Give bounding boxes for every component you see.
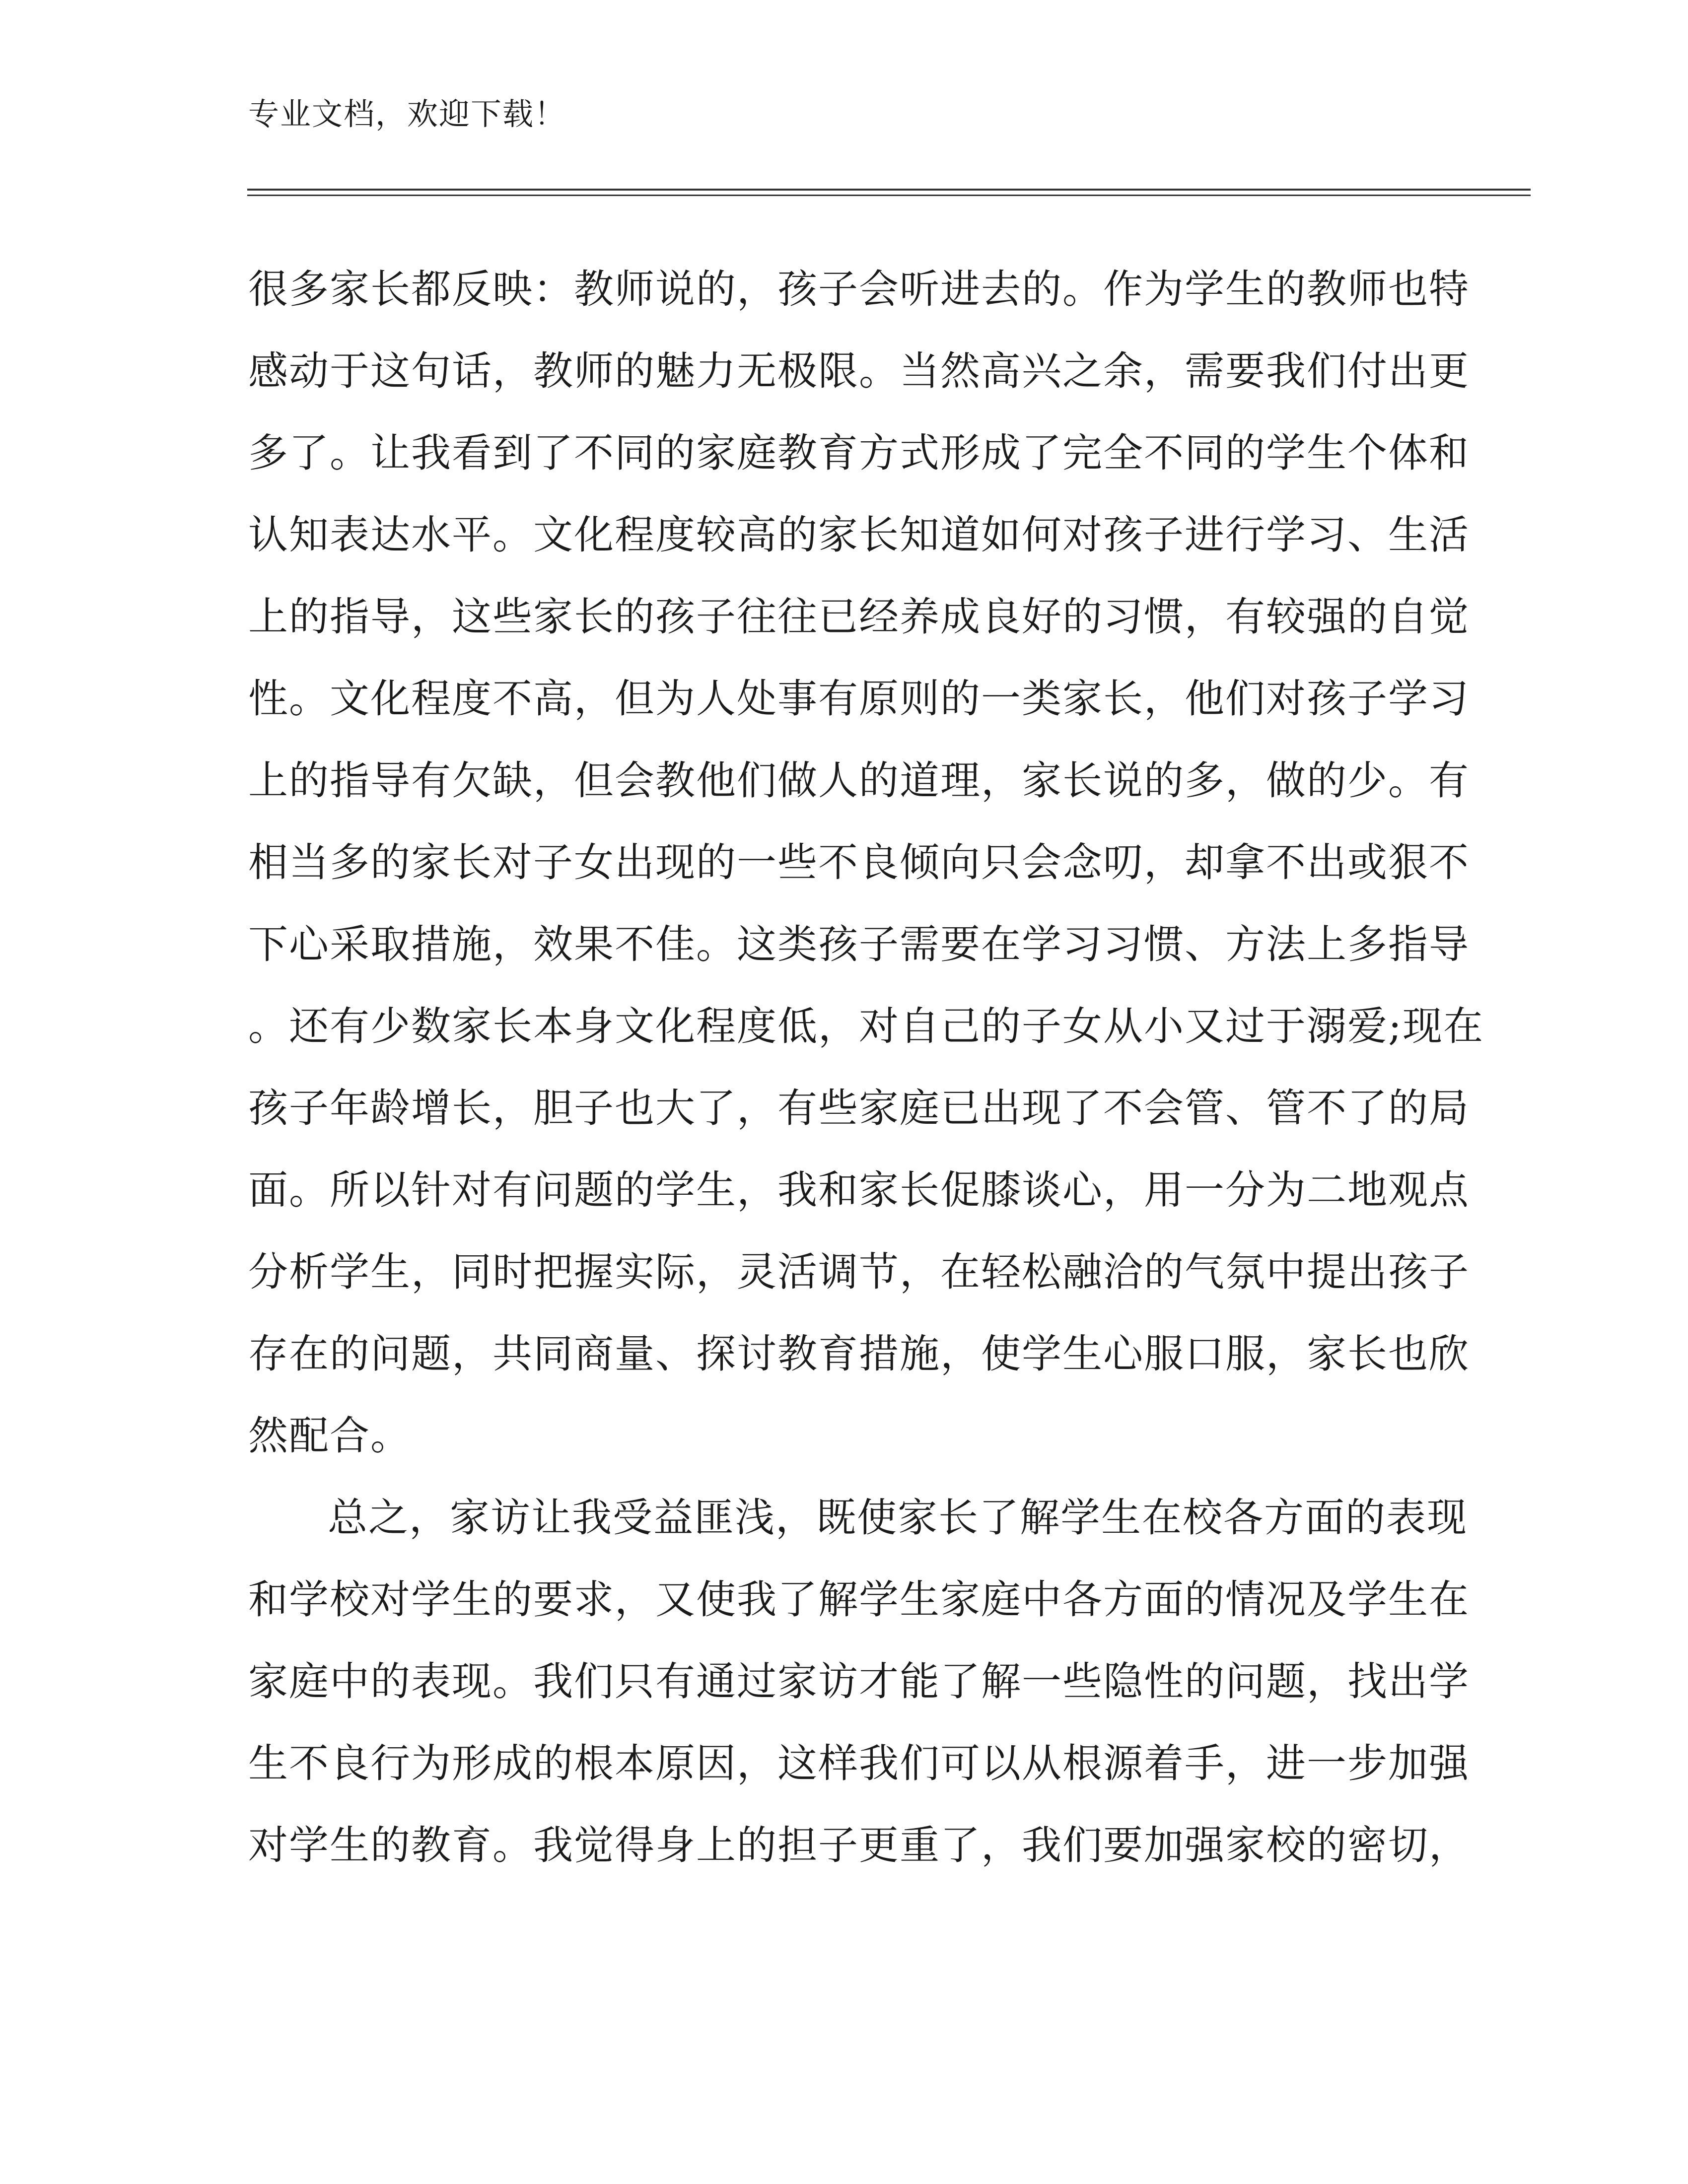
- text-line: 家庭中的表现。我们只有通过家访才能了解一些隐性的问题，找出学: [248, 1658, 1470, 1705]
- document-body: [248, 248, 1484, 1886]
- paragraph-1: [248, 248, 1484, 1477]
- text-line: 然配合。: [248, 1413, 411, 1459]
- page-header-text: 专业文档，欢迎下载！: [248, 96, 566, 132]
- text-line: 上的指导有欠缺，但会教他们做人的道理，家长说的多，做的少。有: [248, 757, 1470, 804]
- text-line: 。还有少数家长本身文化程度低，对自己的子女从小又过于溺爱;现在: [248, 1003, 1484, 1049]
- paragraph-2: [248, 1477, 1470, 1886]
- text-line: 孩子年龄增长，胆子也大了，有些家庭已出现了不会管、管不了的局: [248, 1085, 1470, 1131]
- text-line: 认知表达水平。文化程度较高的家长知道如何对孩子进行学习、生活: [248, 512, 1470, 558]
- text-line: 下心采取措施，效果不佳。这类孩子需要在学习习惯、方法上多指导: [248, 921, 1470, 967]
- text-line: 性。文化程度不高，但为人处事有原则的一类家长，他们对孩子学习: [248, 676, 1470, 722]
- text-line: 和学校对学生的要求，又使我了解学生家庭中各方面的情况及学生在: [248, 1576, 1470, 1623]
- text-line: 生不良行为形成的根本原因，这样我们可以从根源着手，进一步加强: [248, 1740, 1470, 1786]
- text-line: 存在的问题，共同商量、探讨教育措施，使学生心服口服，家长也欣: [248, 1331, 1470, 1377]
- text-line: 面。所以针对有问题的学生，我和家长促膝谈心，用一分为二地观点: [248, 1167, 1470, 1213]
- text-line: 相当多的家长对子女出现的一些不良倾向只会念叨，却拿不出或狠不: [248, 839, 1470, 886]
- text-line: 感动于这句话，教师的魅力无极限。当然高兴之余，需要我们付出更: [248, 348, 1470, 394]
- text-line: 很多家长都反映：教师说的，孩子会听进去的。作为学生的教师也特: [248, 266, 1470, 312]
- header-rule-thin: [247, 195, 1531, 196]
- header-rule-thick: [247, 189, 1531, 191]
- text-line: 上的指导，这些家长的孩子往往已经养成良好的习惯，有较强的自觉: [248, 594, 1470, 640]
- text-line: 对学生的教育。我觉得身上的担子更重了，我们要加强家校的密切，: [248, 1822, 1470, 1868]
- text-line: 总之，家访让我受益匪浅，既使家长了解学生在校各方面的表现: [328, 1495, 1468, 1541]
- text-line: 分析学生，同时把握实际，灵活调节，在轻松融洽的气氛中提出孩子: [248, 1249, 1470, 1295]
- text-line: 多了。让我看到了不同的家庭教育方式形成了完全不同的学生个体和: [248, 430, 1470, 476]
